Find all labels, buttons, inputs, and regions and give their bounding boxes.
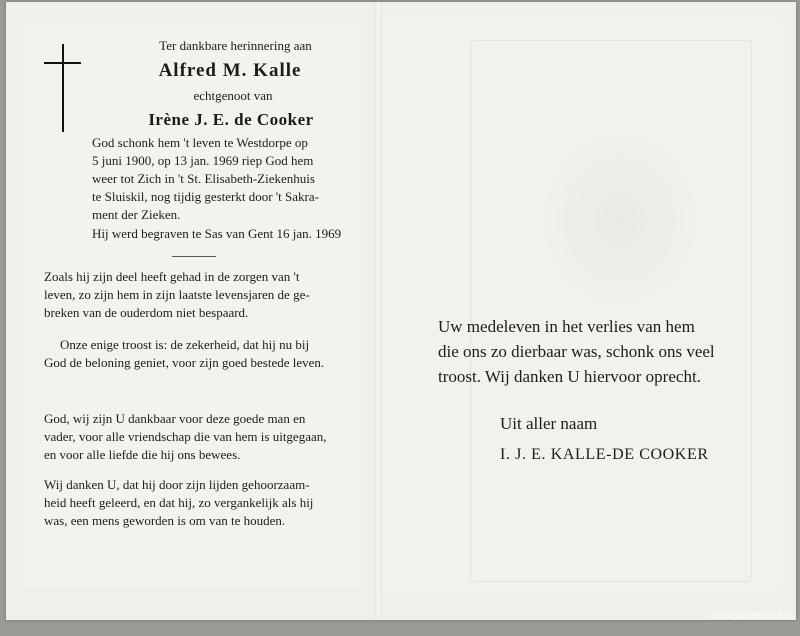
card-fold xyxy=(374,2,382,620)
bio-line: weer tot Zich in 't St. Elisabeth-Ziekenhuis xyxy=(92,171,315,186)
thanks-line: Uw medeleven in het verlies van hem xyxy=(438,317,695,336)
text-line: God de beloning geniet, voor zijn goed bestede leven. xyxy=(44,355,325,370)
prayer-line: Wij danken U, dat hij door zijn lijden gehoorzaam- xyxy=(44,477,310,492)
burial-text: Hij werd begraven te Sas van Gent 16 jan. 1969 xyxy=(92,226,342,241)
prayer-line: vader, voor alle vriendschap die van hem is uitgegaan, xyxy=(44,429,327,444)
bio-line: ment der Zieken. xyxy=(92,207,181,222)
bio-line: te Sluiskil, nog tijdig gesterkt door 't Sakra- xyxy=(92,189,319,204)
deceased-name: Alfred M. Kalle xyxy=(158,60,302,81)
text-line: breken van de ouderdom niet bespaard. xyxy=(44,305,249,320)
intro-text: Ter dankbare herinnering aan xyxy=(159,38,312,53)
prayer-line: en voor alle liefde die hij ons bewees. xyxy=(44,447,241,462)
show-through-emblem xyxy=(540,130,700,310)
cross-icon xyxy=(62,44,64,132)
family-signature: I. J. E. KALLE-DE COOKER xyxy=(500,446,709,463)
thanks-line: die ons zo dierbaar was, schonk ons veel xyxy=(438,342,715,361)
thanks-line: troost. Wij danken U hiervoor oprecht. xyxy=(438,367,701,386)
text-line: Onze enige troost is: de zekerheid, dat hij nu bij xyxy=(60,337,310,352)
prayer-line: God, wij zijn U dankbaar voor deze goede man en xyxy=(44,411,306,426)
spouse-label: echtgenoot van xyxy=(193,88,273,103)
closing-text: Uit aller naam xyxy=(500,414,598,433)
cross-icon-bar xyxy=(44,62,81,64)
show-through-frame xyxy=(470,40,752,582)
prayer-line: was, een mens geworden is om van te houden. xyxy=(44,513,286,528)
bio-line: God schonk hem 't leven te Westdorpe op xyxy=(92,135,308,150)
spouse-name: Irène J. E. de Cooker xyxy=(148,110,314,129)
text-line: leven, zo zijn hem in zijn laatste levensjaren de ge- xyxy=(44,287,310,302)
text-line: Zoals hij zijn deel heeft gehad in de zorgen van 't xyxy=(44,269,300,284)
watermark: www.indeken.be xyxy=(709,610,790,622)
separator xyxy=(172,256,216,257)
prayer-line: heid heeft geleerd, en dat hij, zo vergankelijk als hij xyxy=(44,495,314,510)
bio-line: 5 juni 1900, op 13 jan. 1969 riep God hem xyxy=(92,153,314,168)
